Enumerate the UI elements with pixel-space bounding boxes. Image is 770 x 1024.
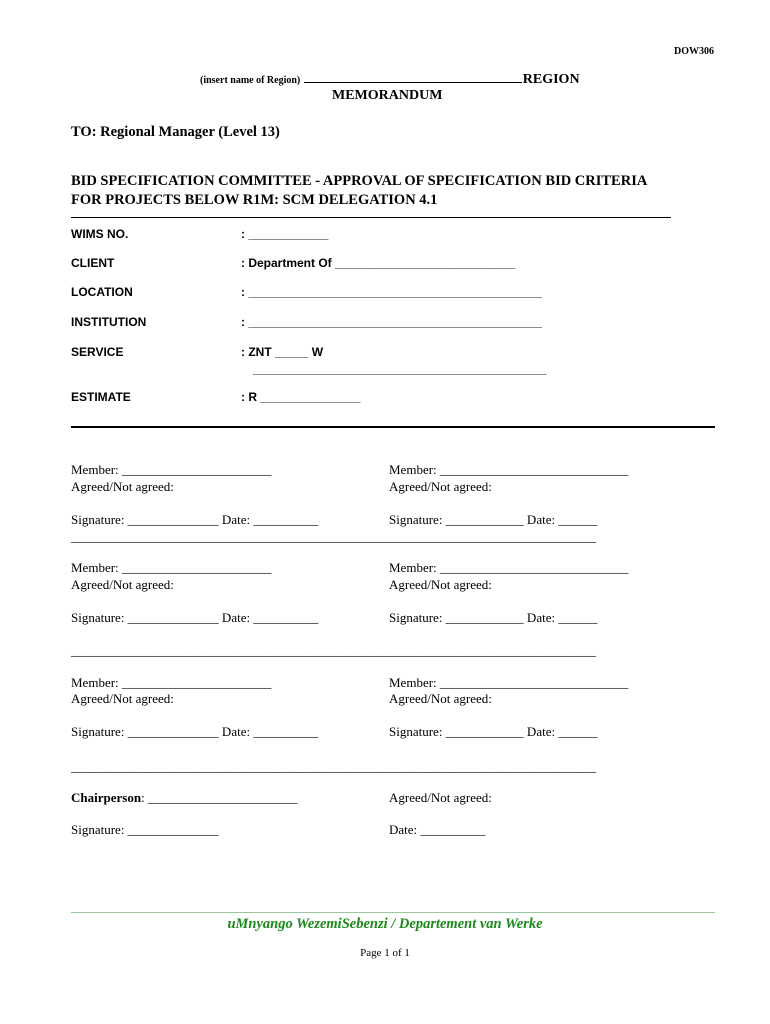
member-1-signature: Signature: ______________ Date: __________ — [71, 512, 319, 527]
fields-rule — [71, 426, 715, 428]
member-6-name: Member: _____________________________ — [389, 675, 629, 690]
to-line: TO: Regional Manager (Level 13) — [71, 124, 280, 140]
member-5-agreed: Agreed/Not agreed: — [71, 691, 174, 706]
member-5-signature: Signature: ______________ Date: __________ — [71, 724, 319, 739]
separator-1: ______________________________________________________________________________________ — [71, 529, 596, 544]
field-value-service-line2: ____________________________________________ — [253, 362, 547, 376]
member-2-agreed: Agreed/Not agreed: — [389, 479, 492, 494]
field-value-wims: : ____________ — [241, 227, 329, 241]
region-label: REGION — [522, 72, 580, 87]
subject-line-1: BID SPECIFICATION COMMITTEE - APPROVAL OF SPECIFICATION BID CRITERIA — [71, 173, 648, 189]
member-4-signature: Signature: ____________ Date: ______ — [389, 610, 598, 625]
chairperson-signature: Signature: ______________ — [71, 822, 219, 837]
field-label-estimate: ESTIMATE — [71, 390, 131, 404]
field-value-institution: : ____________________________________________ — [241, 315, 542, 329]
member-2-name: Member: _____________________________ — [389, 462, 629, 477]
memo-title: MEMORANDUM — [332, 88, 443, 103]
separator-3: ______________________________________________________________________________________ — [71, 759, 596, 774]
page-number: Page 1 of 1 — [360, 947, 410, 959]
document-code: DOW306 — [674, 46, 714, 57]
member-6-signature: Signature: ____________ Date: ______ — [389, 724, 598, 739]
member-3-name: Member: _______________________ — [71, 560, 272, 575]
subject — [71, 172, 711, 210]
chairperson-line — [71, 790, 297, 806]
member-4-name: Member: _____________________________ — [389, 560, 629, 575]
footer-rule — [71, 912, 715, 913]
field-value-location: : ____________________________________________ — [241, 285, 542, 299]
field-label-service: SERVICE — [71, 345, 124, 359]
chairperson-date: Date: __________ — [389, 822, 486, 837]
member-1-name: Member: _______________________ — [71, 462, 272, 477]
field-value-client: : Department Of ___________________________ — [241, 256, 516, 270]
region-line — [200, 72, 580, 88]
field-label-institution: INSTITUTION — [71, 315, 147, 329]
subject-rule — [71, 217, 671, 218]
field-value-service: : ZNT _____ W — [241, 345, 324, 359]
region-prompt: (insert name of Region) — [200, 75, 301, 86]
field-label-wims: WIMS NO. — [71, 227, 129, 241]
field-label-client: CLIENT — [71, 256, 115, 270]
field-label-location: LOCATION — [71, 285, 133, 299]
footer-department: uMnyango WezemiSebenzi / Departement van Werke — [227, 916, 543, 932]
region-blank — [304, 72, 522, 83]
chairperson-agreed: Agreed/Not agreed: — [389, 790, 492, 805]
member-4-agreed: Agreed/Not agreed: — [389, 577, 492, 592]
member-5-name: Member: _______________________ — [71, 675, 272, 690]
field-value-estimate: : R _______________ — [241, 390, 361, 404]
member-3-agreed: Agreed/Not agreed: — [71, 577, 174, 592]
chairperson-blank: : _______________________ — [141, 790, 298, 805]
member-6-agreed: Agreed/Not agreed: — [389, 691, 492, 706]
member-1-agreed: Agreed/Not agreed: — [71, 479, 174, 494]
separator-2: ______________________________________________________________________________________ — [71, 643, 596, 658]
subject-line-2: FOR PROJECTS BELOW R1M: SCM DELEGATION 4.1 — [71, 192, 438, 208]
member-2-signature: Signature: ____________ Date: ______ — [389, 512, 598, 527]
member-3-signature: Signature: ______________ Date: __________ — [71, 610, 319, 625]
chairperson-label: Chairperson — [71, 790, 142, 805]
